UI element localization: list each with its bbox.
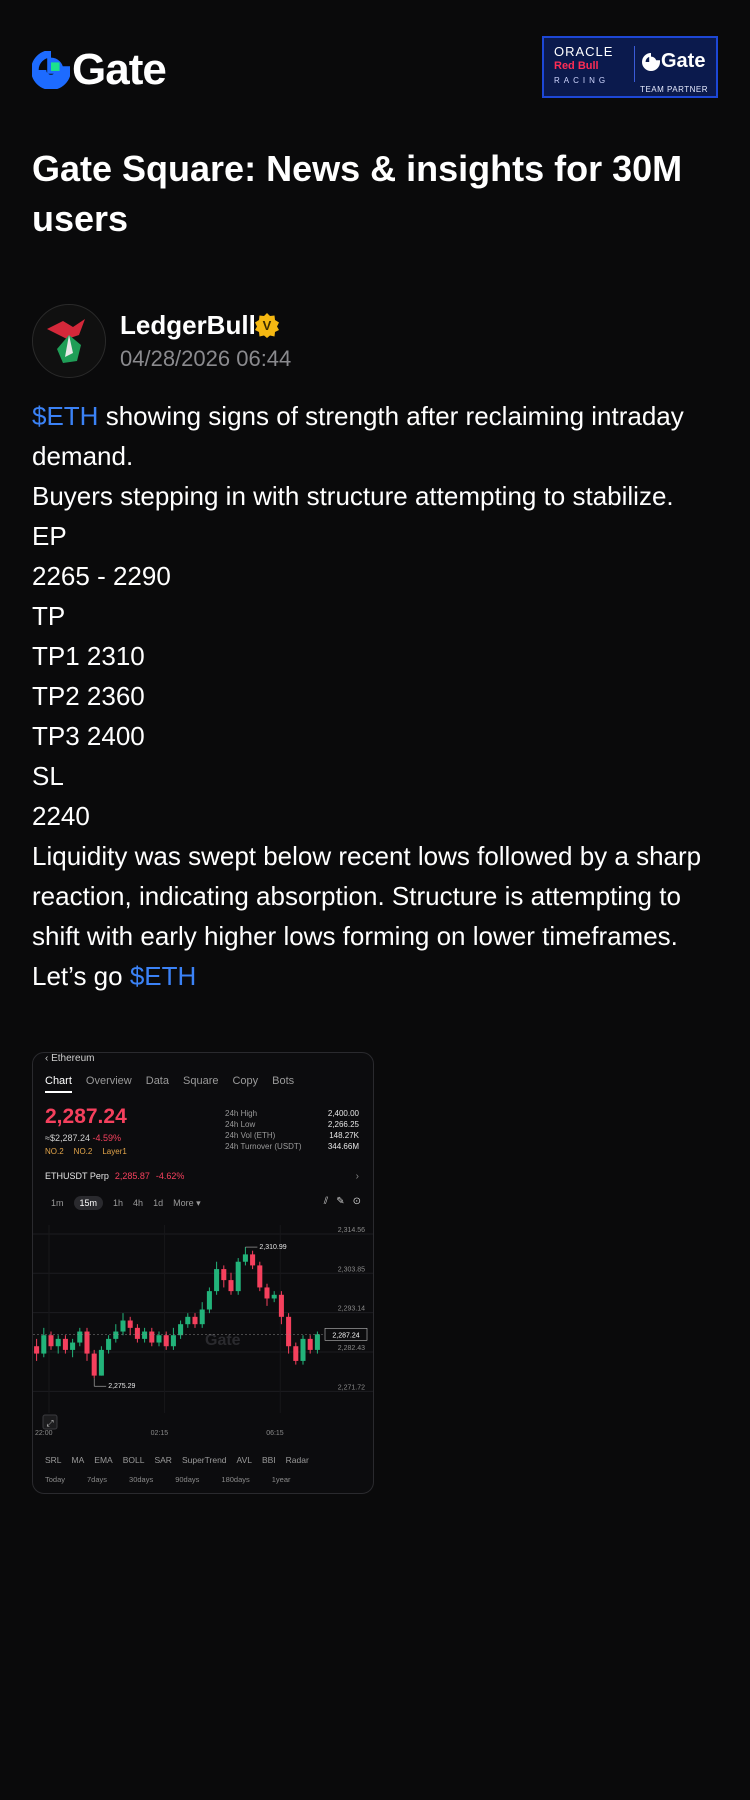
- settings-icon[interactable]: ⊙: [352, 1196, 361, 1207]
- candle-body: [77, 1332, 82, 1343]
- partner-badge[interactable]: [542, 36, 718, 98]
- candle-body: [149, 1332, 154, 1343]
- partner-tag-text: TEAM PARTNER: [640, 85, 708, 94]
- x-tick-label: 22:00: [35, 1430, 53, 1437]
- candle-body: [257, 1265, 262, 1287]
- category-badge[interactable]: Layer1: [102, 1147, 127, 1156]
- interval-4h[interactable]: 4h: [133, 1198, 144, 1208]
- post-line: Buyers stepping in with structure attempting to stabilize.: [32, 481, 674, 511]
- stats-panel: [225, 1109, 359, 1153]
- tab-square[interactable]: Square: [183, 1075, 219, 1087]
- logo-text: Gate: [72, 45, 166, 94]
- tab-bots[interactable]: Bots: [272, 1075, 295, 1087]
- indicator-srl[interactable]: SRL: [45, 1455, 62, 1465]
- page-title: Gate Square: News & insights for 30M users: [32, 148, 683, 239]
- interval-15m[interactable]: 15m: [74, 1196, 104, 1210]
- post-line: 2265 - 2290: [32, 561, 171, 591]
- indicator-avl[interactable]: AVL: [236, 1455, 252, 1465]
- candle-body: [106, 1339, 111, 1350]
- partner-redbull-text: Red Bull: [554, 60, 599, 72]
- high-annotation: 2,310.99: [259, 1244, 287, 1252]
- svg-text:V: V: [262, 318, 272, 333]
- candle-body: [142, 1332, 147, 1339]
- post-author: [32, 304, 722, 378]
- period-90days[interactable]: 90days: [175, 1475, 200, 1484]
- indicator-icon[interactable]: ⫽: [323, 1196, 329, 1207]
- indicator-list: [45, 1455, 309, 1465]
- verified-badge-icon: [254, 312, 280, 338]
- candle-body: [84, 1332, 89, 1354]
- candle-body: [221, 1269, 226, 1280]
- candle-body: [214, 1269, 219, 1291]
- candle-body: [113, 1332, 118, 1339]
- chart-watermark: Gate: [205, 1332, 241, 1349]
- indicator-sar[interactable]: SAR: [154, 1455, 172, 1465]
- candle-body: [171, 1335, 176, 1346]
- post-line: TP: [32, 601, 66, 631]
- indicator-radar[interactable]: Radar: [285, 1455, 309, 1465]
- post-line: TP2 2360: [32, 681, 145, 711]
- post-line: Liquidity was swept below recent lows followed by a sharp reaction, indicating absorption. Structure is attempting to shift with early higher lows forming on lower timeframes.: [32, 841, 702, 951]
- candle-body: [264, 1287, 269, 1298]
- draw-icon[interactable]: ✎: [336, 1196, 345, 1207]
- gate-logo-icon: [32, 51, 70, 89]
- candle-body: [236, 1262, 241, 1291]
- indicator-bbi[interactable]: BBI: [261, 1455, 276, 1465]
- last-price-label: 2,287.24: [332, 1332, 360, 1340]
- svg-text:⤢: ⤢: [46, 1419, 54, 1429]
- low-annotation: 2,275.29: [108, 1383, 136, 1391]
- tab-chart[interactable]: Chart: [45, 1075, 72, 1093]
- tab-copy[interactable]: Copy: [232, 1075, 259, 1087]
- candle-body: [164, 1335, 169, 1346]
- perp-change: -4.62%: [155, 1171, 185, 1181]
- interval-1d[interactable]: 1d: [153, 1198, 164, 1208]
- candle-body: [135, 1328, 140, 1339]
- post-text: Let’s go: [32, 961, 130, 991]
- perp-price: 2,285.87: [114, 1171, 150, 1181]
- period-30days[interactable]: 30days: [129, 1475, 154, 1484]
- candle-body: [48, 1335, 53, 1346]
- candle-body: [207, 1291, 212, 1309]
- perp-name: ETHUSDT Perp: [45, 1171, 109, 1181]
- price-change: -4.59%: [92, 1133, 122, 1143]
- candle-body: [92, 1354, 97, 1376]
- candle-body: [70, 1343, 75, 1350]
- avatar[interactable]: [32, 304, 106, 378]
- candle-body: [156, 1335, 161, 1342]
- period-list: [45, 1475, 291, 1484]
- candlestick-chart[interactable]: [33, 1215, 373, 1451]
- candle-body: [41, 1335, 46, 1353]
- post-line: [32, 956, 722, 996]
- candle-body: [286, 1317, 291, 1346]
- interval-1m[interactable]: 1m: [51, 1198, 64, 1208]
- partner-racing-text: RACING: [554, 76, 610, 85]
- rank-badges: [45, 1147, 127, 1156]
- chart-tools: [324, 1196, 361, 1207]
- candle-body: [200, 1309, 205, 1324]
- y-tick-label: 2,271.72: [337, 1384, 365, 1392]
- candle-body: [272, 1295, 277, 1299]
- post-line: TP3 2400: [32, 721, 145, 751]
- post-timestamp: 04/28/2026 06:44: [120, 346, 292, 371]
- rank-badge: NO.2: [73, 1147, 93, 1156]
- stat-row: 24h Low 2,266.25: [225, 1120, 359, 1129]
- perp-row[interactable]: [45, 1171, 184, 1181]
- rank-badge: NO.2: [45, 1147, 64, 1156]
- indicator-ema[interactable]: EMA: [94, 1455, 113, 1465]
- candle-body: [293, 1346, 298, 1361]
- partner-gate-text: Gate: [661, 50, 706, 72]
- post-line: TP1 2310: [32, 641, 145, 671]
- last-price: 2,287.24: [45, 1105, 127, 1128]
- tab-data[interactable]: Data: [145, 1075, 169, 1087]
- author-name[interactable]: LedgerBull: [120, 310, 256, 340]
- period-180days[interactable]: 180days: [221, 1475, 250, 1484]
- gate-small-icon: [642, 53, 660, 71]
- post-line: EP: [32, 521, 67, 551]
- stat-row: 24h Vol (ETH) 148.27K: [225, 1131, 359, 1140]
- candle-body: [250, 1254, 255, 1265]
- chart-tabs: [45, 1075, 294, 1093]
- candle-body: [63, 1339, 68, 1350]
- candle-body: [56, 1339, 61, 1346]
- y-tick-label: 2,293.14: [337, 1305, 365, 1313]
- avatar-image: [33, 305, 105, 377]
- gate-logo[interactable]: [32, 45, 166, 94]
- post-body: [32, 396, 722, 996]
- site-header: [32, 36, 718, 102]
- candle-body: [192, 1317, 197, 1324]
- partner-gate-logo: [642, 50, 705, 73]
- post-line: [32, 396, 722, 476]
- x-tick-label: 02:15: [150, 1430, 169, 1437]
- candle-body: [185, 1317, 190, 1324]
- period-1year[interactable]: 1year: [271, 1475, 291, 1484]
- candle-body: [228, 1280, 233, 1291]
- y-tick-label: 2,303.85: [337, 1266, 365, 1274]
- hashtag-link[interactable]: $ETH: [32, 401, 99, 431]
- chart-nav-label: Ethereum: [51, 1053, 95, 1064]
- chevron-right-icon[interactable]: ›: [355, 1171, 359, 1182]
- post-line: SL: [32, 761, 64, 791]
- candle-body: [243, 1254, 248, 1261]
- y-tick-label: 2,282.43: [337, 1344, 365, 1352]
- interval-selector: [51, 1196, 201, 1210]
- candle-body: [279, 1295, 284, 1317]
- indicator-supertrend[interactable]: SuperTrend: [181, 1455, 227, 1465]
- candle-body: [128, 1321, 133, 1328]
- price-sub: [45, 1133, 121, 1143]
- indicator-boll[interactable]: BOLL: [122, 1455, 145, 1465]
- indicator-ma[interactable]: MA: [71, 1455, 85, 1465]
- candle-body: [34, 1346, 39, 1353]
- hashtag-link[interactable]: $ETH: [129, 961, 197, 991]
- chart-screenshot[interactable]: [32, 1052, 374, 1494]
- candle-body: [315, 1334, 320, 1350]
- candle-body: [308, 1339, 313, 1350]
- stat-row: 24h Turnover (USDT) 344.66M: [225, 1142, 359, 1151]
- stat-row: 24h High 2,400.00: [225, 1109, 359, 1118]
- price-usd: ≈$2,287.24: [45, 1133, 90, 1143]
- candle-body: [178, 1324, 183, 1335]
- interval-more[interactable]: More ▾: [173, 1197, 201, 1208]
- expand-icon[interactable]: [43, 1415, 57, 1429]
- period-today[interactable]: Today: [45, 1475, 66, 1484]
- x-tick-label: 06:15: [266, 1430, 284, 1437]
- post-line: 2240: [32, 801, 90, 831]
- partner-divider: [634, 46, 635, 82]
- interval-1h[interactable]: 1h: [113, 1198, 124, 1208]
- period-7days[interactable]: 7days: [87, 1475, 108, 1484]
- tab-overview[interactable]: Overview: [85, 1075, 132, 1087]
- partner-oracle-text: ORACLE: [554, 44, 614, 59]
- y-tick-label: 2,314.56: [337, 1226, 365, 1234]
- post-text: showing signs of strength after reclaiming intraday demand.: [32, 401, 684, 471]
- candle-body: [120, 1321, 125, 1332]
- candle-body: [99, 1350, 104, 1376]
- chart-nav-title: ‹ Ethereum: [45, 1053, 95, 1064]
- candle-body: [300, 1339, 305, 1361]
